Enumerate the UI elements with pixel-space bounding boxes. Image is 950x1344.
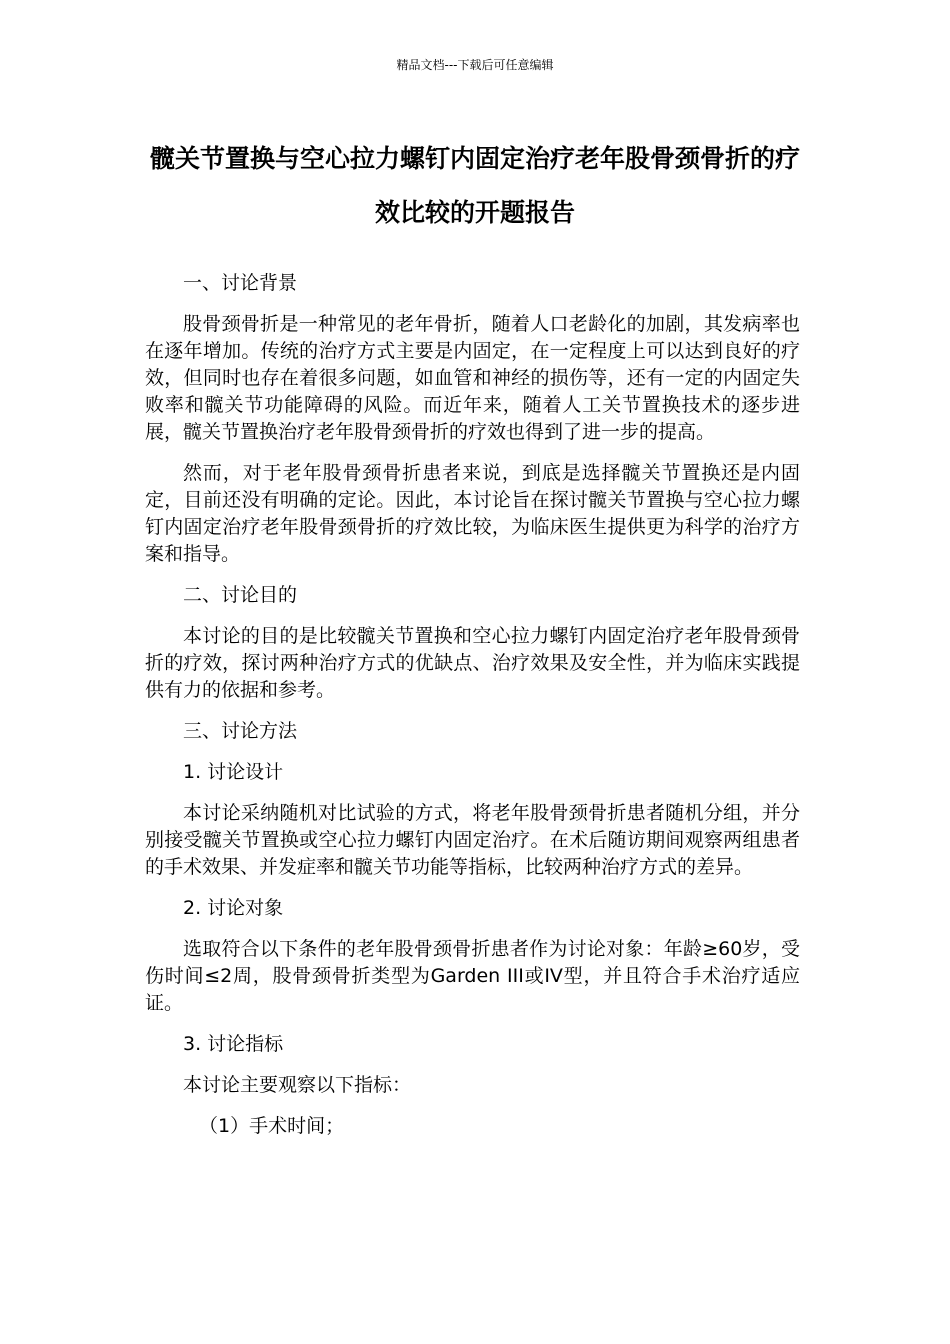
paragraph-design: 本讨论采纳随机对比试验的方式，将老年股骨颈骨折患者随机分组，并分别接受髋关节置换或空心拉力螺钉内固定治疗。在术后随访期间观察两组患者的手术效果、并发症率和髋关节功能等指标，比较两种治疗方式的差异。 <box>145 802 800 878</box>
paragraph-indicators: 本讨论主要观察以下指标： <box>183 1074 412 1096</box>
paragraph-background-2: 然而，对于老年股骨颈骨折患者来说，到底是选择髋关节置换还是内固定，目前还没有明确的定论。因此，本讨论旨在探讨髋关节置换与空心拉力螺钉内固定治疗老年股骨颈骨折的疗效比较，为临床医生提供更为科学的治疗方案和指导。 <box>145 462 800 565</box>
subheading-design: 1. 讨论设计 <box>183 761 284 783</box>
section-heading-methods: 三、讨论方法 <box>183 720 298 742</box>
document-title: 髋关节置换与空心拉力螺钉内固定治疗老年股骨颈骨折的疗效比较的开题报告 <box>149 144 800 227</box>
subheading-indicators: 3. 讨论指标 <box>183 1033 284 1055</box>
list-item-surgery-time: （1）手术时间； <box>199 1115 345 1137</box>
subheading-subjects: 2. 讨论对象 <box>183 897 284 919</box>
paragraph-subjects: 选取符合以下条件的老年股骨颈骨折患者作为讨论对象：年龄≥60岁，受伤时间≤2周，股骨颈骨折类型为Garden III或IV型，并且符合手术治疗适应证。 <box>145 938 800 1014</box>
paragraph-background-1: 股骨颈骨折是一种常见的老年骨折，随着人口老龄化的加剧，其发病率也在逐年增加。传统的治疗方式主要是内固定，在一定程度上可以达到良好的疗效，但同时也存在着很多问题，如血管和神经的损伤等，还有一定的内固定失败率和髋关节功能障碍的风险。而近年来，随着人工关节置换技术的逐步进展，髋关节置换治疗老年股骨颈骨折的疗效也得到了进一步的提高。 <box>145 313 800 443</box>
paragraph-purpose: 本讨论的目的是比较髋关节置换和空心拉力螺钉内固定治疗老年股骨颈骨折的疗效，探讨两种治疗方式的优缺点、治疗效果及安全性，并为临床实践提供有力的依据和参考。 <box>145 625 800 701</box>
section-heading-purpose: 二、讨论目的 <box>183 584 298 606</box>
document-body <box>145 270 800 1154</box>
page-header: 精品文档---下载后可任意编辑 <box>396 58 554 72</box>
section-heading-background: 一、讨论背景 <box>183 272 298 294</box>
